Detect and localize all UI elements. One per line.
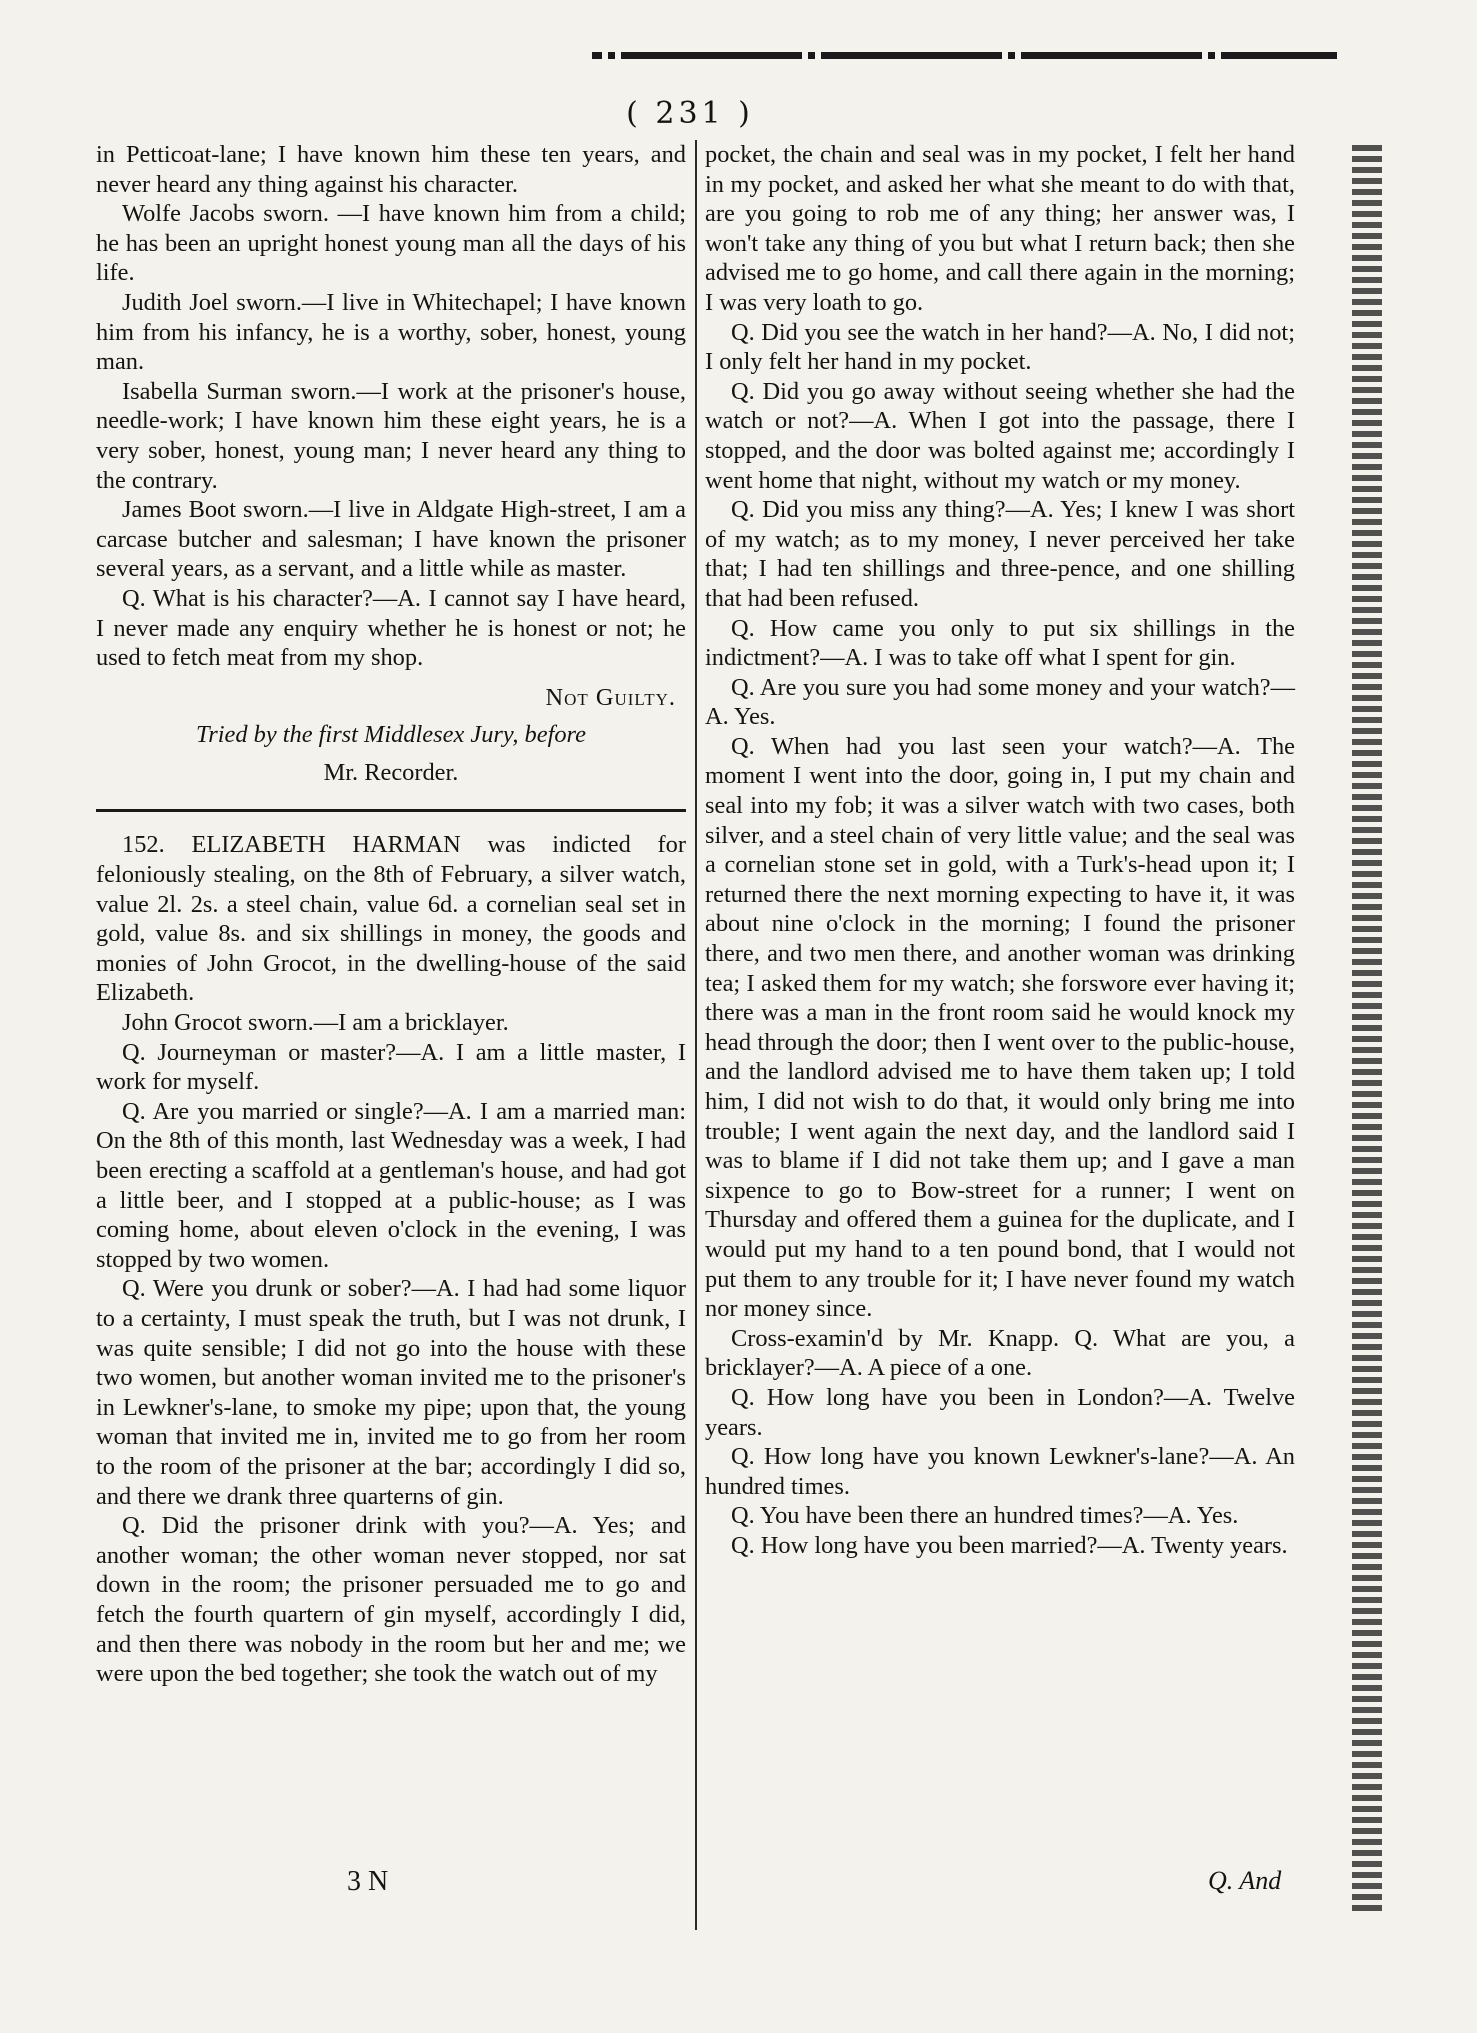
paragraph: Q. How long have you known Lewkner's-lane?—A. An hundred times. [705,1443,1295,1500]
paragraph: Cross-examin'd by Mr. Knapp. Q. What are you, a bricklayer?—A. A piece of a one. [705,1324,1295,1382]
top-rule [592,52,1337,59]
binding-edge [1352,145,1382,1915]
paragraph: Q. How came you only to put six shillings in the indictment?—A. I was to take off what I spent for gin. [705,614,1295,672]
tried-line: Tried by the first Middlesex Jury, before [196,721,586,749]
case-heading: 152. ELIZABETH HARMAN was indicted for feloniously stealing, on the 8th of February, a silver watch, value 2l. 2s. a steel chain, value 6d. a cornelian seal set in gold, value 8s. and six shillings in money, the goods and monies of John Grocot, in the dwelling-house of the said Elizabeth. [96,831,686,1007]
paragraph: Q. Were you drunk or sober?—A. I had had some liquor to a certainty, I must speak the truth, but I was not drunk, I was quite sensible; I did not go into the house with these two women, but another woman invited me to the prisoner's in Lewkner's-lane, to smoke my pipe; upon that, the young woman that invited me in, invited me to go from her room to the room of the prisoner at the bar; accordingly I did so, and there we drank three quarterns of gin. [96,1275,686,1510]
paragraph: Q. What is his character?—A. I cannot say I have heard, I never made any enquiry whether he is honest or not; he used to fetch meat from my shop. [96,584,686,672]
tried-line-recorder: Mr. Recorder. [323,758,459,786]
paragraph: Q. Did the prisoner drink with you?—A. Yes; and another woman; the other woman never stopped, nor sat down in the room; the prisoner persuaded me to go and fetch the fourth quartern of gin myself, accordingly I did, and then there was nobody in the room but her and me; we were upon the bed together; she took the watch out of my [96,1512,686,1688]
right-column [705,140,1295,1561]
left-column [96,140,686,1689]
column-divider [695,140,697,1930]
case-divider [96,809,686,812]
catchword: Q. And [1208,1866,1282,1895]
signature-mark: 3 N [347,1866,389,1897]
paragraph: Wolfe Jacobs sworn. —I have known him from a child; he has been an upright honest young man all the days of his life. [96,200,686,287]
paragraph: Q. You have been there an hundred times?—A. Yes. [731,1502,1239,1530]
page-number: ( 231 ) [626,96,754,131]
paragraph: Q. Journeyman or master?—A. I am a little master, I work for myself. [96,1038,686,1096]
paragraph: Q. Did you go away without seeing whether she had the watch or not?—A. When I got into the passage, there I stopped, and the door was bolted against me; accordingly I went home that night, without my watch or my money. [705,377,1295,494]
paragraph: Q. How long have you been married?—A. Twenty years. [731,1531,1288,1559]
paragraph: Judith Joel sworn.—I live in Whitechapel; I have known him from his infancy, he is a worthy, sober, honest, young man. [96,288,686,376]
paragraph: Q. How long have you been in London?—A. Twelve years. [705,1383,1295,1441]
paragraph: Q. When had you last seen your watch?—A. The moment I went into the door, going in, I put my chain and seal into my fob; it was a silver watch with two cases, both silver, and a steel chain of very little value; and the seal was a cornelian stone set in gold, with a Turk's-head upon it; I returned there the next morning expecting to have it, it was about nine o'clock in the morning; I found the prisoner there, and two men there, and another woman was drinking tea; I asked them for my watch; she forswore ever having it; there was a man in the front room said he would knock my head through the door; then I went over to the public-house, and the landlord advised me to have them taken up; I told him, I did not wish to do that, it would only bring me into trouble; I went again the next day, and the landlord said I was to blame if I did not take them up; and I gave a man sixpence to go to Bow-street for a runner; I went on Thursday and offered them a guinea for the duplicate, and I would put my hand to a ten pound bond, that I would not put them to any trouble for it; I have never found my watch nor money since. [705,732,1295,1323]
paragraph: Q. Are you married or single?—A. I am a married man: On the 8th of this month, last Wednesday was a week, I had been erecting a scaffold at a gentleman's house, and had got a little beer, and I stopped at a public-house; as I was coming home, about eleven o'clock in the evening, I was stopped by two women. [96,1097,686,1273]
paragraph: pocket, the chain and seal was in my pocket, I felt her hand in my pocket, and asked her what she meant to do with that, are you going to rob me of any thing; her answer was, I won't take any thing of you but what I return back; then she advised me to go home, and call there again in the morning; I was very loath to go. [705,141,1295,316]
paragraph: John Grocot sworn.—I am a bricklayer. [122,1009,509,1037]
verdict: Not Guilty. [545,683,676,711]
paragraph: Isabella Surman sworn.—I work at the prisoner's house, needle-work; I have known him these eight years, he is a very sober, honest, young man; I never heard any thing to the contrary. [96,377,686,494]
paragraph: in Petticoat-lane; I have known him these ten years, and never heard any thing against his character. [96,141,686,198]
paragraph: James Boot sworn.—I live in Aldgate High-street, I am a carcase butcher and salesman; I have known the prisoner several years, as a servant, and a little while as master. [96,496,686,583]
paragraph: Q. Did you see the watch in her hand?—A. No, I did not; I only felt her hand in my pocket. [705,318,1295,376]
paragraph: Q. Are you sure you had some money and your watch?—A. Yes. [705,673,1295,731]
paragraph: Q. Did you miss any thing?—A. Yes; I knew I was short of my watch; as to my money, I never perceived her take that; I had ten shillings and three-pence, and one shilling that had been refused. [705,496,1295,612]
